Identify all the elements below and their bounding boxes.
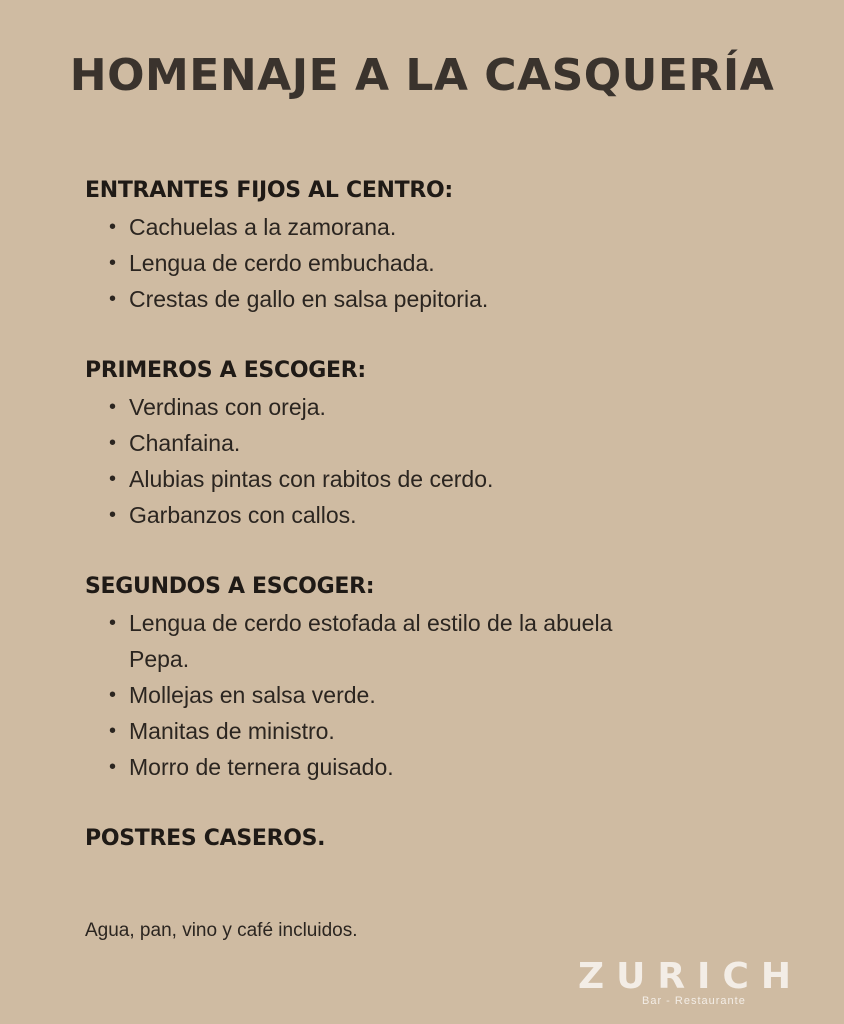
list-item: • Manitas de ministro. [85,713,649,749]
list-item: • Lengua de cerdo estofada al estilo de la abuela Pepa. [85,605,649,677]
list-item: • Cachuelas a la zamorana. [85,209,488,245]
section-heading: ENTRANTES FIJOS AL CENTRO: [85,178,453,203]
list-item: • Morro de ternera guisado. [85,749,649,785]
restaurant-logo [578,956,818,1007]
list-item: • Crestas de gallo en salsa pepitoria. [85,281,488,317]
item-list [85,209,488,317]
menu-title: HOMENAJE A LA CASQUERÍA [69,50,775,101]
section-primeros [85,358,493,533]
list-item: • Alubias pintas con rabitos de cerdo. [85,461,493,497]
list-item: • Mollejas en salsa verde. [85,677,649,713]
section-postres [85,826,325,851]
list-item: • Chanfaina. [85,425,493,461]
section-segundos [85,574,649,785]
item-list [85,389,493,533]
logo-wordmark: ZURICH [578,956,803,997]
item-list [85,605,649,785]
list-item: • Verdinas con oreja. [85,389,493,425]
section-entrantes [85,178,488,317]
section-heading: POSTRES CASEROS. [85,826,326,851]
included-note: Agua, pan, vino y café incluidos. [85,920,358,941]
section-heading: SEGUNDOS A ESCOGER: [85,574,375,599]
list-item: • Lengua de cerdo embuchada. [85,245,488,281]
section-heading: PRIMEROS A ESCOGER: [85,358,366,383]
logo-subtitle: Bar - Restaurante [642,995,746,1007]
list-item: • Garbanzos con callos. [85,497,493,533]
